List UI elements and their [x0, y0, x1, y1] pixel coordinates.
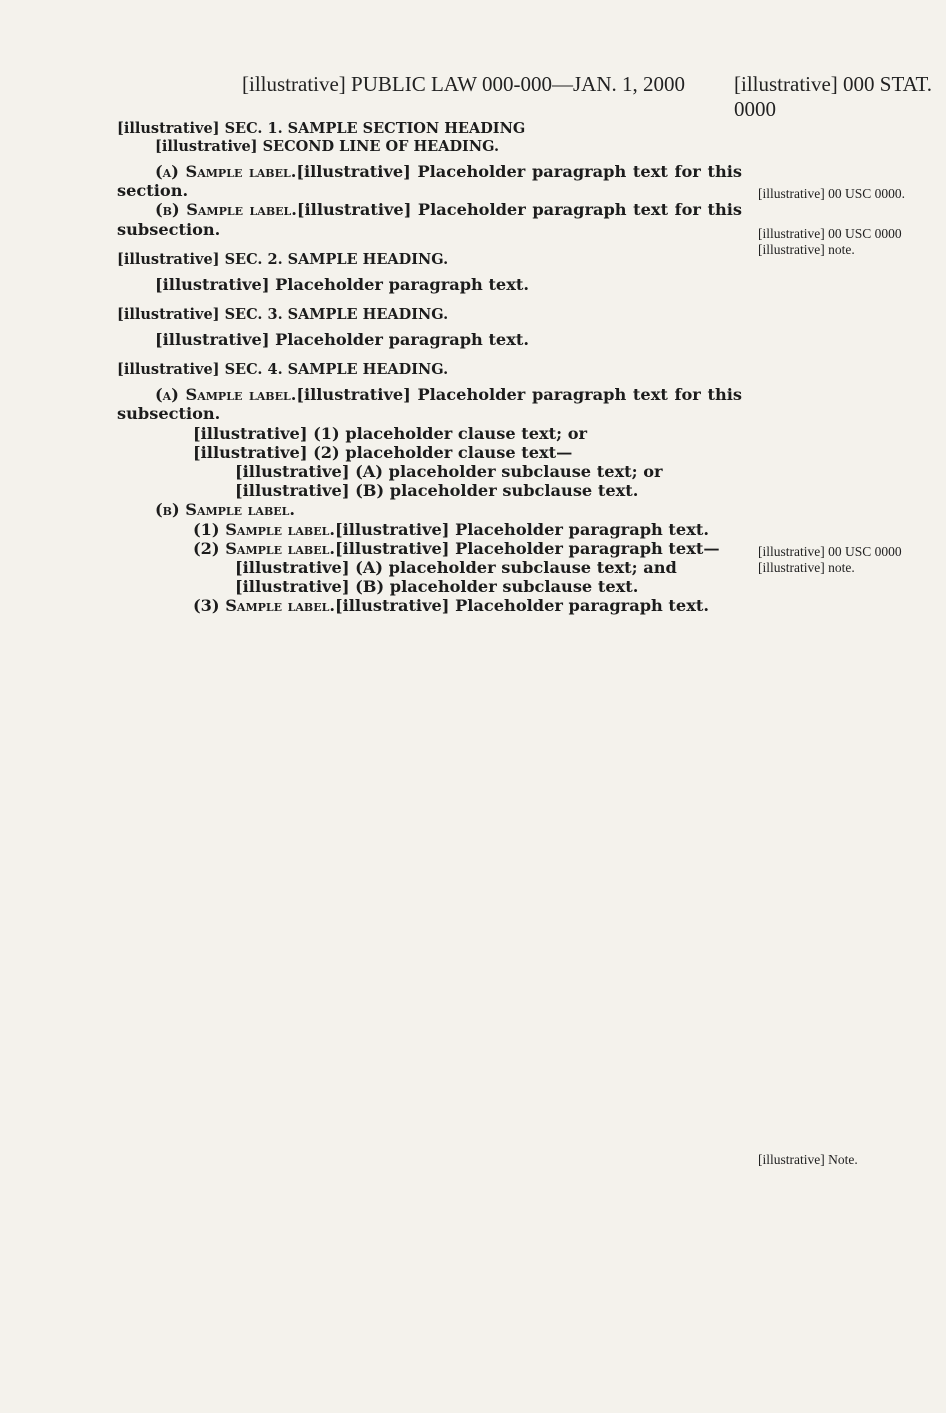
- margin-note-1: [illustrative] 00 USC 0000.: [758, 186, 905, 201]
- section-9-text: [illustrative] Placeholder paragraph text.: [155, 274, 529, 294]
- section-11-heading: [illustrative] SEC. 4. SAMPLE HEADING.: [117, 361, 449, 379]
- section-11-b-1: (1) Sample label.[illustrative] Placeholder paragraph text.: [193, 519, 709, 539]
- section-11-b-2-B: [illustrative] (B) placeholder subclause text.: [235, 577, 639, 597]
- document-body: [117, 116, 742, 616]
- section-11-a-1: [illustrative] (1) placeholder clause text; or: [193, 423, 588, 443]
- section-11-a: (a) Sample label.[illustrative] Placeholder paragraph text for this subsection.: [117, 385, 742, 424]
- section-8-b: (b) Sample label.[illustrative] Placeholder paragraph text for this subsection.: [117, 200, 742, 239]
- section-10-text: [illustrative] Placeholder paragraph text.: [155, 330, 529, 350]
- section-8-heading: [illustrative] SEC. 1. SAMPLE SECTION HEADING [illustrative] SECOND LINE OF HEADING.: [117, 120, 526, 155]
- margin-note-2: [illustrative] 00 USC 0000 [illustrative] note.: [758, 226, 902, 257]
- section-11-b-2-A: [illustrative] (A) placeholder subclause text; and: [235, 558, 677, 578]
- section-11-b-2: (2) Sample label.[illustrative] Placeholder paragraph text—: [193, 538, 720, 558]
- section-11-a-2-A: [illustrative] (A) placeholder subclause text; or: [235, 462, 663, 482]
- margin-note-3: [illustrative] 00 USC 0000 [illustrative] note.: [758, 544, 902, 575]
- section-8-a: (a) Sample label.[illustrative] Placeholder paragraph text for this section.: [117, 162, 742, 201]
- section-10-heading: [illustrative] SEC. 3. SAMPLE HEADING.: [117, 306, 449, 324]
- page-header-title: [illustrative] PUBLIC LAW 000-000—JAN. 1, 2000: [242, 72, 685, 96]
- section-9-heading: [illustrative] SEC. 2. SAMPLE HEADING.: [117, 250, 449, 268]
- section-11-b-3: (3) Sample label.[illustrative] Placeholder paragraph text.: [193, 596, 709, 616]
- section-11-a-2: [illustrative] (2) placeholder clause text—: [193, 442, 573, 462]
- section-11-a-2-B: [illustrative] (B) placeholder subclause text.: [235, 481, 639, 501]
- page-header-stat: [illustrative] 000 STAT. 0000: [734, 72, 932, 121]
- margin-note-4: [illustrative] Note.: [758, 1152, 858, 1167]
- section-11-b: (b) Sample label.: [155, 500, 295, 520]
